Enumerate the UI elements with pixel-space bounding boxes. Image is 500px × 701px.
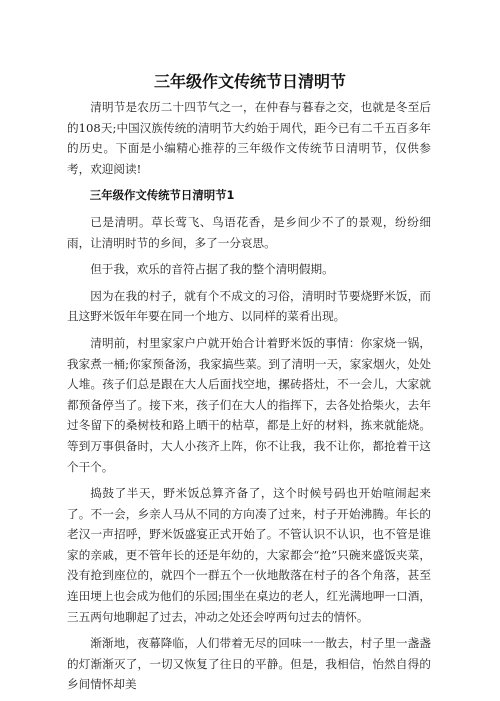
body-paragraph: 渐渐地，夜幕降临，人们带着无尽的回味一一散去，村子里一盏盏的灯渐渐灭了，一切又恢复了往日的平静。但是，我相信，怡然自得的乡间情怀却美	[67, 636, 431, 692]
body-paragraph: 捣鼓了半天，野米饭总算齐备了，这个时候号码也开始喧闹起来了。不一会，乡亲人马从不同的方向凑了过来，村子开始沸腾。年长的老汉一声招呼，野米饭盛宴正式开始了。不管认识不认识，也不管是谁家的亲戚，更不管年长的还是年幼的，大家都会“抢”只碗来盛饭夹菜，没有抢到座位的，就四个一群五个一伙地散落在村子的各个角落，甚至连田埂上也会成为他们的乐园;围坐在桌边的老人，红光满地呷一口酒，三五两句地聊起了过去，冲动之处还会哼两句过去的情怀。	[67, 486, 431, 624]
document-body	[67, 97, 431, 701]
document-title: 三年级作文传统节日清明节	[153, 72, 346, 91]
intro-paragraph: 清明节是农历二十四节气之一，在仲春与暮春之交，也就是冬至后的108天;中国汉族传统的清明节大约始于周代，距今已有二千五百多年的历史。下面是小编精心推荐的三年级作文传统节日清明节，仅供参考，欢迎阅读!	[67, 100, 431, 176]
body-paragraph: 清明前，村里家家户户就开始合计着野米饭的事情：你家烧一锅，我家煮一桶;你家预备汤，我家搞些菜。到了清明一天，家家烟火，处处人堆。孩子们总是跟在大人后面找空地，摞砖搭灶，不一会儿，大家就都预备停当了。接下来，孩子们在大人的指挥下，去各处拾柴火，去年过冬留下的桑树枝和路上晒干的枯草，都是上好的材料，拣来就能烧。等到万事俱备时，大人小孩齐上阵，你不让我，我不让你，都抢着干这个干个。	[67, 335, 431, 474]
body-paragraph: 但于我，欢乐的音符占据了我的整个清明假期。	[90, 262, 334, 277]
section-title: 三年级作文传统节日清明节1	[89, 188, 235, 203]
body-paragraph: 因为在我的村子，就有个不成文的习俗，清明时节要烧野米饭，而且这野米饭年年要在同一个地方、以同样的菜肴出现。	[67, 288, 431, 324]
body-paragraph: 已是清明。草长莺飞、鸟语花香，是乡间少不了的景观，纷纷细雨，让清明时节的乡间，多了一分哀思。	[67, 214, 431, 250]
